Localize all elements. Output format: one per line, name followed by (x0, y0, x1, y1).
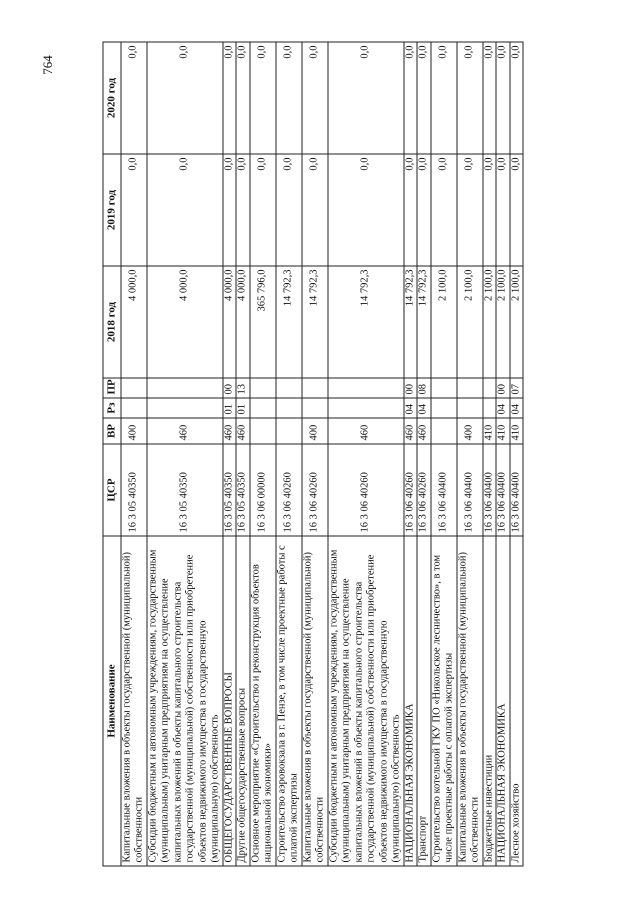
cell-name: Капитальные вложения в объекты государственной (муниципальной) собственности (457, 536, 483, 866)
cell-2019: 0,0 (483, 154, 497, 266)
header-rz: Рз (103, 398, 121, 418)
table-row (236, 42, 250, 866)
table-header-row (103, 42, 121, 866)
cell-2020: 0,0 (236, 42, 250, 154)
cell-name: Строительство котельной ГКУ ПО «Никольское лесничество», в том числе проектные работы с оплатой экспертизы (431, 536, 457, 866)
cell-csr: 16 3 06 40400 (483, 444, 497, 536)
cell-2020: 0,0 (147, 42, 223, 154)
cell-name: ОБЩЕГОСУДАРСТВЕННЫЕ ВОПРОСЫ (223, 536, 237, 866)
cell-2018: 2 100,0 (496, 266, 510, 378)
cell-name: Бюджетные инвестиции (483, 536, 497, 866)
cell-2020: 0,0 (404, 42, 418, 154)
cell-name: Строительство аэровокзала в г. Пензе, в том числе проектные работы с оплатой экспертизы (276, 536, 302, 866)
cell-2019: 0,0 (302, 154, 328, 266)
page-number: 764 (40, 55, 55, 75)
cell-2018: 14 792,3 (417, 266, 431, 378)
cell-csr: 16 3 06 40260 (328, 444, 404, 536)
cell-2018: 2 100,0 (510, 266, 524, 378)
cell-vr: 400 (302, 418, 328, 444)
header-2018: 2018 год (103, 266, 121, 378)
cell-2019: 0,0 (147, 154, 223, 266)
header-csr: ЦСР (103, 444, 121, 536)
cell-2020: 0,0 (302, 42, 328, 154)
cell-name: Другие общегосударственные вопросы (236, 536, 250, 866)
cell-name: НАЦИОНАЛЬНАЯ ЭКОНОМИКА (404, 536, 418, 866)
cell-2018: 4 000,0 (147, 266, 223, 378)
header-pr: ПР (103, 378, 121, 398)
cell-2019: 0,0 (250, 154, 276, 266)
cell-name: Основное мероприятие «Строительство и реконструкция объектов национальной экономики» (250, 536, 276, 866)
cell-2020: 0,0 (496, 42, 510, 154)
cell-pr: 13 (236, 378, 250, 398)
cell-vr (250, 418, 276, 444)
cell-2018: 14 792,3 (404, 266, 418, 378)
cell-2018: 2 100,0 (457, 266, 483, 378)
cell-2019: 0,0 (328, 154, 404, 266)
cell-csr: 16 3 06 40400 (457, 444, 483, 536)
cell-vr (431, 418, 457, 444)
cell-csr: 16 3 06 40260 (276, 444, 302, 536)
cell-csr: 16 3 06 40400 (510, 444, 524, 536)
cell-2019: 0,0 (223, 154, 237, 266)
table-row (496, 42, 510, 866)
cell-vr: 400 (121, 418, 147, 444)
table-row (431, 42, 457, 866)
table-body (121, 42, 524, 866)
header-name: Наименование (103, 536, 121, 866)
cell-rz: 04 (496, 398, 510, 418)
cell-name: НАЦИОНАЛЬНАЯ ЭКОНОМИКА (496, 536, 510, 866)
table-row (457, 42, 483, 866)
cell-csr: 16 3 05 40350 (236, 444, 250, 536)
cell-rz: 01 (236, 398, 250, 418)
cell-rz (250, 398, 276, 418)
cell-rz: 01 (223, 398, 237, 418)
table-row (121, 42, 147, 866)
table-row (302, 42, 328, 866)
cell-pr: 07 (510, 378, 524, 398)
cell-2020: 0,0 (276, 42, 302, 154)
cell-rz (121, 398, 147, 418)
table-row (250, 42, 276, 866)
table-row (510, 42, 524, 866)
cell-pr: 00 (496, 378, 510, 398)
cell-csr: 16 3 06 00000 (250, 444, 276, 536)
cell-pr (483, 378, 497, 398)
cell-pr (431, 378, 457, 398)
table-row (417, 42, 431, 866)
cell-vr: 410 (483, 418, 497, 444)
cell-pr (302, 378, 328, 398)
cell-name: Капитальные вложения в объекты государственной (муниципальной) собственности (121, 536, 147, 866)
cell-vr: 410 (496, 418, 510, 444)
cell-2019: 0,0 (121, 154, 147, 266)
cell-2018: 14 792,3 (302, 266, 328, 378)
cell-rz (276, 398, 302, 418)
cell-2019: 0,0 (510, 154, 524, 266)
cell-csr: 16 3 06 40400 (431, 444, 457, 536)
table-row (276, 42, 302, 866)
cell-vr: 460 (236, 418, 250, 444)
cell-2020: 0,0 (510, 42, 524, 154)
cell-csr: 16 3 06 40400 (496, 444, 510, 536)
cell-vr: 400 (457, 418, 483, 444)
table-row (483, 42, 497, 866)
cell-pr (457, 378, 483, 398)
cell-2019: 0,0 (276, 154, 302, 266)
cell-2020: 0,0 (250, 42, 276, 154)
cell-2020: 0,0 (483, 42, 497, 154)
cell-vr: 460 (223, 418, 237, 444)
cell-pr: 00 (404, 378, 418, 398)
cell-2019: 0,0 (496, 154, 510, 266)
cell-vr: 460 (147, 418, 223, 444)
cell-name: Субсидии бюджетным и автономным учреждениям, государственным (муниципальным) унитарным предприятиям на осуществление капитальных вложений в объекты капитального строительства государственной (муниципальной) собственности или приобретение объектов недвижимого имущества в государственную (муниципальную) собственность (328, 536, 404, 866)
cell-pr (250, 378, 276, 398)
cell-2018: 14 792,3 (276, 266, 302, 378)
cell-rz: 04 (510, 398, 524, 418)
cell-2018: 365 796,0 (250, 266, 276, 378)
cell-rz (147, 398, 223, 418)
cell-2019: 0,0 (457, 154, 483, 266)
cell-2018: 14 792,3 (328, 266, 404, 378)
table-row (147, 42, 223, 866)
cell-csr: 16 3 05 40350 (121, 444, 147, 536)
cell-name: Лесное хозяйство (510, 536, 524, 866)
cell-2020: 0,0 (431, 42, 457, 154)
table-row (404, 42, 418, 866)
cell-pr: 00 (223, 378, 237, 398)
cell-2019: 0,0 (236, 154, 250, 266)
cell-vr: 460 (404, 418, 418, 444)
table-row (328, 42, 404, 866)
cell-2018: 4 000,0 (121, 266, 147, 378)
cell-pr (328, 378, 404, 398)
cell-csr: 16 3 05 40350 (147, 444, 223, 536)
header-vr: ВР (103, 418, 121, 444)
cell-2018: 2 100,0 (483, 266, 497, 378)
cell-csr: 16 3 05 40350 (223, 444, 237, 536)
cell-rz (302, 398, 328, 418)
table-row (223, 42, 237, 866)
cell-vr (276, 418, 302, 444)
cell-pr: 08 (417, 378, 431, 398)
cell-rz (328, 398, 404, 418)
cell-rz (431, 398, 457, 418)
cell-2020: 0,0 (121, 42, 147, 154)
cell-csr: 16 3 06 40260 (404, 444, 418, 536)
cell-vr: 410 (510, 418, 524, 444)
cell-2020: 0,0 (328, 42, 404, 154)
cell-2019: 0,0 (431, 154, 457, 266)
cell-2019: 0,0 (417, 154, 431, 266)
cell-rz (483, 398, 497, 418)
cell-2018: 4 000,0 (223, 266, 237, 378)
cell-vr: 460 (417, 418, 431, 444)
cell-pr (276, 378, 302, 398)
cell-2020: 0,0 (457, 42, 483, 154)
budget-table (103, 42, 524, 867)
cell-2020: 0,0 (417, 42, 431, 154)
header-2019: 2019 год (103, 154, 121, 266)
cell-2018: 4 000,0 (236, 266, 250, 378)
cell-name: Субсидии бюджетным и автономным учреждениям, государственным (муниципальным) унитарным предприятиям на осуществление капитальных вложений в объекты капитального строительства государственной (муниципальной) собственности или приобретение объектов недвижимого имущества в государственную (муниципальную) собственность (147, 536, 223, 866)
cell-pr (121, 378, 147, 398)
cell-vr: 460 (328, 418, 404, 444)
cell-csr: 16 3 06 40260 (417, 444, 431, 536)
budget-table-container (103, 42, 524, 867)
cell-name: Капитальные вложения в объекты государственной (муниципальной) собственности (302, 536, 328, 866)
header-2020: 2020 год (103, 42, 121, 154)
cell-rz (457, 398, 483, 418)
cell-pr (147, 378, 223, 398)
cell-rz: 04 (417, 398, 431, 418)
cell-2020: 0,0 (223, 42, 237, 154)
cell-csr: 16 3 06 40260 (302, 444, 328, 536)
cell-2018: 2 100,0 (431, 266, 457, 378)
cell-2019: 0,0 (404, 154, 418, 266)
cell-rz: 04 (404, 398, 418, 418)
cell-name: Транспорт (417, 536, 431, 866)
